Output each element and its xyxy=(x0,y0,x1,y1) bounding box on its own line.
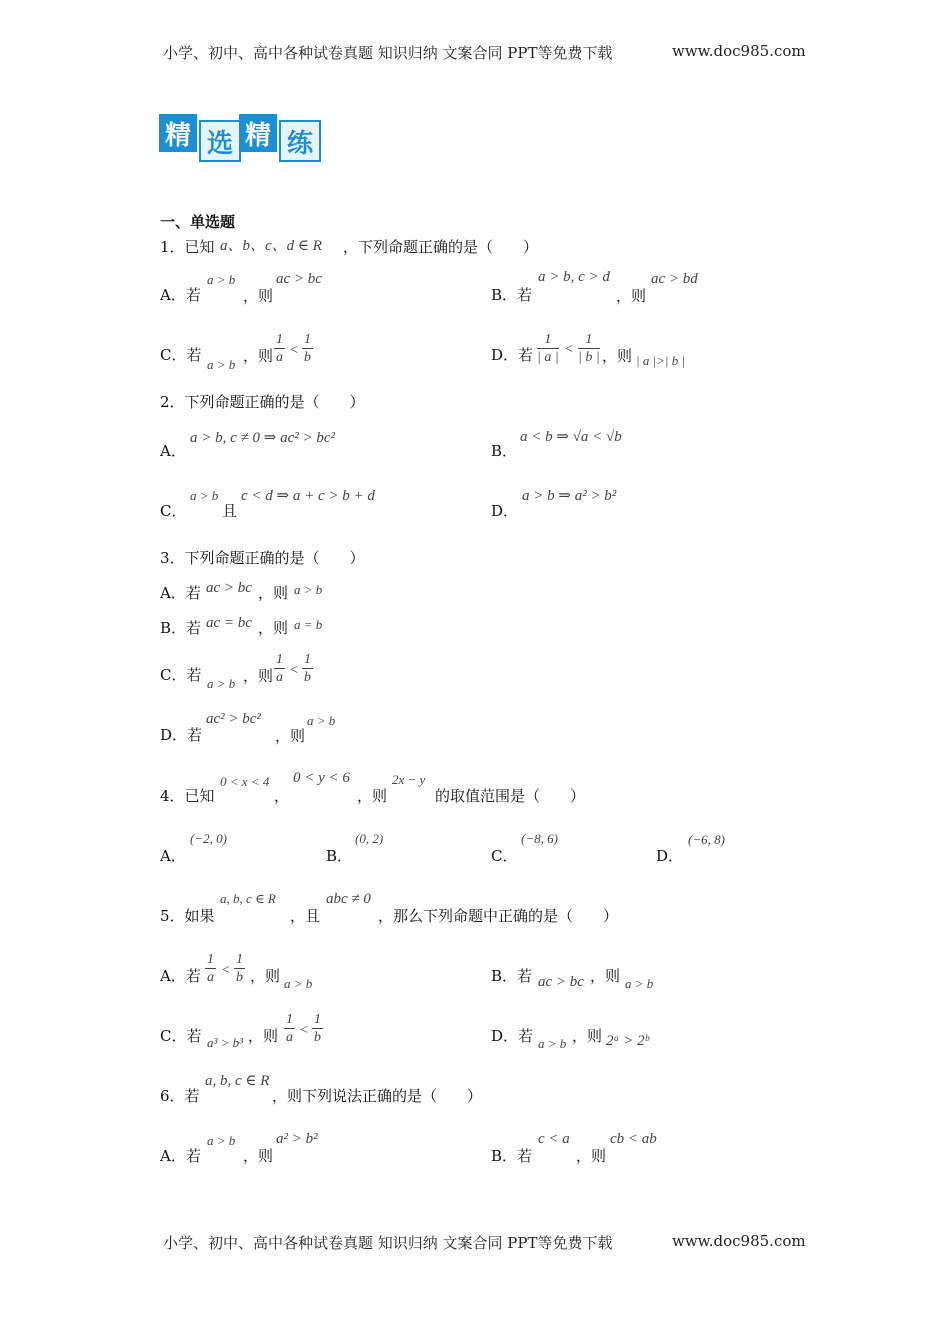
q5-b-math2: a > b xyxy=(625,976,654,991)
q5-a-then: ，则 xyxy=(250,967,281,985)
logo-char-1: 精 xyxy=(159,114,197,152)
q1-d-then: ，则 xyxy=(602,347,633,365)
q5-a-n2: 1 xyxy=(236,952,243,967)
logo-char-2: 选 xyxy=(199,120,241,162)
q6-b-math1: c < a xyxy=(538,1131,570,1147)
q1-b-math1: a > b, c > d xyxy=(538,269,610,285)
q5-d-then: ，则 xyxy=(572,1027,603,1045)
q4-c-math: (−8, 6) xyxy=(521,831,558,846)
q1-d-frac1 xyxy=(537,332,559,366)
q5-stem-b: ，那么下列命题中正确的是（ ） xyxy=(378,907,619,925)
q1-d-d2: | b | xyxy=(578,350,600,365)
q6-math1: a, b, c ∈ R xyxy=(205,1073,270,1089)
q1-option-d: D．若 xyxy=(491,346,534,364)
q3-d-math1: ac² > bc² xyxy=(206,711,261,727)
q1-option-c: C．若 xyxy=(160,346,202,364)
q3-option-d: D．若 xyxy=(160,726,203,744)
section-title: 一、单选题 xyxy=(160,213,236,231)
q6-b-math2: cb < ab xyxy=(610,1131,657,1147)
q5-d-math2: 2ᵃ > 2ᵇ xyxy=(606,1033,649,1049)
q6-option-a: A．若 xyxy=(160,1147,201,1165)
q6-stem-b: ，则下列说法正确的是（ ） xyxy=(272,1087,483,1105)
q2-d-math: a > b ⇒ a² > b² xyxy=(522,488,617,504)
q5-c-d1: a xyxy=(286,1030,293,1045)
q2-option-c: C． xyxy=(160,502,187,520)
q1-a-math2: ac > bc xyxy=(276,271,322,287)
q3-c-frac1 xyxy=(274,652,285,686)
q5-option-a: A．若 xyxy=(160,967,201,985)
q3-c-math1: a > b xyxy=(207,676,236,691)
q4-option-a: A． xyxy=(160,847,186,865)
q4-stem-a: 4．已知 xyxy=(160,787,215,805)
q5-a-n1: 1 xyxy=(207,952,214,967)
q3-option-b: B．若 xyxy=(160,619,202,637)
q2-stem: 2．下列命题正确的是（ ） xyxy=(160,393,365,411)
q5-a-lt: < xyxy=(222,963,230,978)
q6-b-then: ，则 xyxy=(576,1147,607,1165)
q4-option-b: B． xyxy=(326,847,353,865)
logo-char-4: 练 xyxy=(279,120,321,162)
footer-url[interactable]: www.doc985.com xyxy=(672,1232,806,1250)
header-url[interactable]: www.doc985.com xyxy=(672,42,806,60)
header-title: 小学、初中、高中各种试卷真题 知识归纳 文案合同 PPT等免费下载 xyxy=(163,44,613,62)
q5-a-math: a > b xyxy=(284,976,313,991)
q1-c-lt: < xyxy=(290,343,298,358)
q6-a-math1: a > b xyxy=(207,1133,236,1148)
q3-a-then: ，则 xyxy=(258,584,289,602)
q3-d-then: ，则 xyxy=(275,727,306,745)
q5-c-frac1 xyxy=(284,1012,295,1046)
footer-title: 小学、初中、高中各种试卷真题 知识归纳 文案合同 PPT等免费下载 xyxy=(163,1234,613,1252)
q1-c-n2: 1 xyxy=(304,332,311,347)
q5-c-n2: 1 xyxy=(314,1012,321,1027)
q4-stem-b: 的取值范围是（ ） xyxy=(435,787,586,805)
q1-c-d1: a xyxy=(276,350,283,365)
q1-d-n2: 1 xyxy=(578,332,600,349)
q3-b-then: ，则 xyxy=(258,619,289,637)
q3-c-n1: 1 xyxy=(276,652,283,667)
q5-d-math1: a > b xyxy=(538,1036,567,1051)
q4-a-math: (−2, 0) xyxy=(190,831,227,846)
q1-d-frac2 xyxy=(578,332,600,366)
q2-b-math: a < b ⇒ √a < √b xyxy=(520,429,622,445)
q4-math2: 0 < y < 6 xyxy=(293,770,350,786)
q4-math3: 2x − y xyxy=(392,772,426,787)
q1-a-math1: a > b xyxy=(207,272,236,287)
q5-b-then: ，则 xyxy=(590,967,621,985)
logo-char-3: 精 xyxy=(239,114,277,152)
q2-a-math: a > b, c ≠ 0 ⇒ ac² > bc² xyxy=(190,430,336,446)
q4-comma: ， xyxy=(274,787,290,805)
q5-option-d: D．若 xyxy=(491,1027,534,1045)
q5-c-math1: a³ > b³ xyxy=(207,1035,244,1050)
q5-a-d1: a xyxy=(207,970,214,985)
q5-a-frac1 xyxy=(205,952,216,986)
q1-stem-a: 1．已知 xyxy=(160,238,215,256)
q1-b-math2: ac > bd xyxy=(651,271,698,287)
q6-stem-a: 6．若 xyxy=(160,1087,200,1105)
q1-option-a: A．若 xyxy=(160,286,201,304)
q1-option-b: B．若 xyxy=(491,286,533,304)
q5-a-d2: b xyxy=(236,970,243,985)
q1-a-then: ，则 xyxy=(243,287,274,305)
q4-b-math: (0, 2) xyxy=(355,831,384,846)
q5-stem-a: 5．如果 xyxy=(160,907,215,925)
q5-option-c: C．若 xyxy=(160,1027,202,1045)
q1-vars: a、b、c、d ∈ R xyxy=(220,238,322,254)
q1-c-n1: 1 xyxy=(276,332,283,347)
q4-option-d: D． xyxy=(656,847,684,865)
q2-option-b: B． xyxy=(491,442,518,460)
q1-b-then: ，则 xyxy=(616,287,647,305)
q3-b-math2: a = b xyxy=(294,617,323,632)
q1-c-d2: b xyxy=(304,350,311,365)
q3-c-d1: a xyxy=(276,670,283,685)
q6-option-b: B．若 xyxy=(491,1147,533,1165)
q5-math2: abc ≠ 0 xyxy=(326,891,371,907)
q5-c-n1: 1 xyxy=(286,1012,293,1027)
q3-c-n2: 1 xyxy=(304,652,311,667)
q1-c-frac2 xyxy=(302,332,313,366)
q4-option-c: C． xyxy=(491,847,518,865)
q3-d-math2: a > b xyxy=(307,713,336,728)
q2-option-d: D． xyxy=(491,502,519,520)
q3-c-d2: b xyxy=(304,670,311,685)
q1-c-then: ，则 xyxy=(243,347,274,365)
q5-math1: a, b, c ∈ R xyxy=(220,891,276,906)
q5-and: ，且 xyxy=(290,907,321,925)
q3-stem: 3．下列命题正确的是（ ） xyxy=(160,549,365,567)
q5-c-then: ，则 xyxy=(248,1027,279,1045)
q5-b-math1: ac > bc xyxy=(538,974,584,990)
q5-c-d2: b xyxy=(314,1030,321,1045)
q5-option-b: B．若 xyxy=(491,967,533,985)
q1-d-lt: < xyxy=(565,342,573,357)
q5-c-frac2 xyxy=(312,1012,323,1046)
q3-a-math2: a > b xyxy=(294,582,323,597)
q1-stem-b: ，下列命题正确的是（ ） xyxy=(343,238,539,256)
q3-c-lt: < xyxy=(290,663,298,678)
q1-d-math: | a |>| b | xyxy=(636,353,686,368)
q2-option-a: A． xyxy=(160,442,186,460)
q1-d-d1: | a | xyxy=(537,350,559,365)
q3-b-math1: ac = bc xyxy=(206,615,252,631)
q6-a-math2: a² > b² xyxy=(276,1131,318,1147)
q2-c-and: 且 xyxy=(222,502,238,520)
q1-c-frac1 xyxy=(274,332,285,366)
q3-a-math1: ac > bc xyxy=(206,580,252,596)
q2-c-math1: a > b xyxy=(190,488,219,503)
q3-option-a: A．若 xyxy=(160,584,201,602)
q5-a-frac2 xyxy=(234,952,245,986)
q4-then: ，则 xyxy=(357,787,388,805)
q1-d-n1: 1 xyxy=(537,332,559,349)
q4-d-math: (−6, 8) xyxy=(688,832,725,847)
q5-c-lt: < xyxy=(300,1023,308,1038)
q3-c-then: ，则 xyxy=(243,667,274,685)
q6-a-then: ，则 xyxy=(243,1147,274,1165)
q3-c-frac2 xyxy=(302,652,313,686)
q2-c-math2: c < d ⇒ a + c > b + d xyxy=(241,488,375,504)
q3-option-c: C．若 xyxy=(160,666,202,684)
q1-c-math1: a > b xyxy=(207,357,236,372)
logo xyxy=(159,112,321,160)
q4-math1: 0 < x < 4 xyxy=(220,774,270,789)
